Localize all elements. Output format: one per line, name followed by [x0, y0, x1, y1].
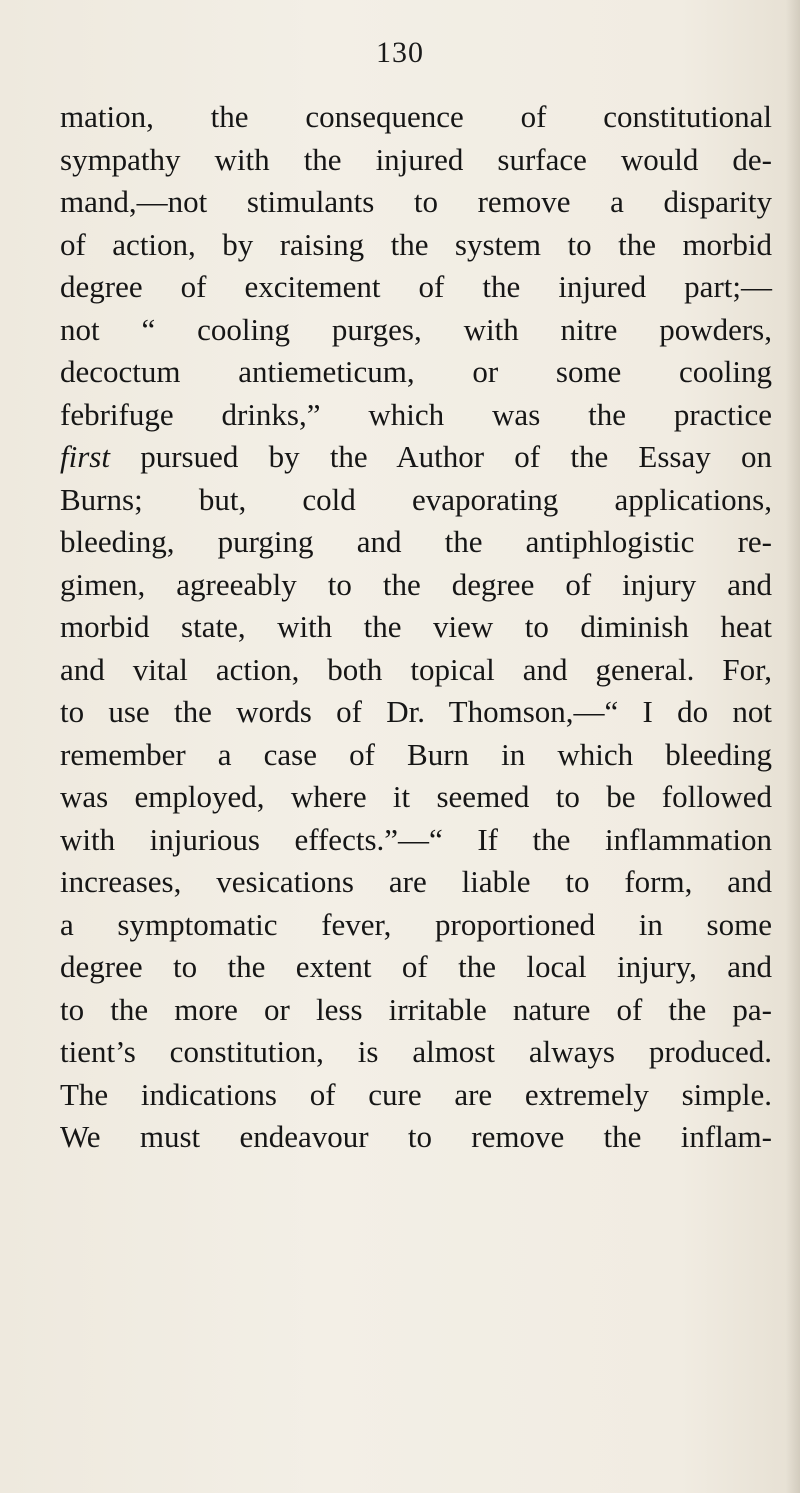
text-line-rest: pursued by the Author of the Essay on	[140, 439, 772, 474]
text-line: We must endeavour to remove the inflam-	[60, 1119, 772, 1154]
text-line: a symptomatic fever, proportioned in some	[60, 906, 772, 942]
text-line: Burns; but, cold evaporating applications,	[60, 481, 772, 517]
text-line: degree of excitement of the injured part;—	[60, 269, 772, 304]
text-line: morbid state, with the view to diminish heat	[60, 609, 772, 644]
text-line: gimen, agreeably to the degree of injury and	[60, 566, 772, 602]
text-line: The indications of cure are extremely simple.	[60, 1076, 772, 1112]
page-edge-shadow	[786, 0, 800, 1493]
text-line: decoctum antiemeticum, or some cooling	[60, 354, 772, 389]
text-line: degree to the extent of the local injury, and	[60, 949, 772, 984]
text-line-with-italic	[60, 436, 772, 479]
text-line: was employed, where it seemed to be followed	[60, 779, 772, 814]
text-line: tient’s constitution, is almost always produced.	[60, 1034, 772, 1069]
text-line: and vital action, both topical and general. For,	[60, 651, 772, 687]
text-line: bleeding, purging and the antiphlogistic re-	[60, 524, 772, 559]
text-line: to the more or less irritable nature of the pa-	[60, 991, 772, 1027]
text-line: not “ cooling purges, with nitre powders,	[60, 311, 772, 347]
text-line: of action, by raising the system to the morbid	[60, 226, 772, 262]
text-line: mand,—not stimulants to remove a disparity	[60, 184, 772, 219]
text-line: with injurious effects.”—“ If the inflammation	[60, 821, 772, 857]
text-line: mation, the consequence of constitutional	[60, 99, 772, 134]
page-number: 130	[376, 36, 424, 69]
text-line: to use the words of Dr. Thomson,—“ I do not	[60, 694, 772, 729]
text-line: febrifuge drinks,” which was the practice	[60, 396, 772, 432]
text-line: remember a case of Burn in which bleeding	[60, 736, 772, 772]
italic-word: first	[60, 439, 110, 474]
text-line: sympathy with the injured surface would de-	[60, 141, 772, 177]
body-text	[60, 96, 772, 1159]
text-line: increases, vesications are liable to form, and	[60, 864, 772, 899]
